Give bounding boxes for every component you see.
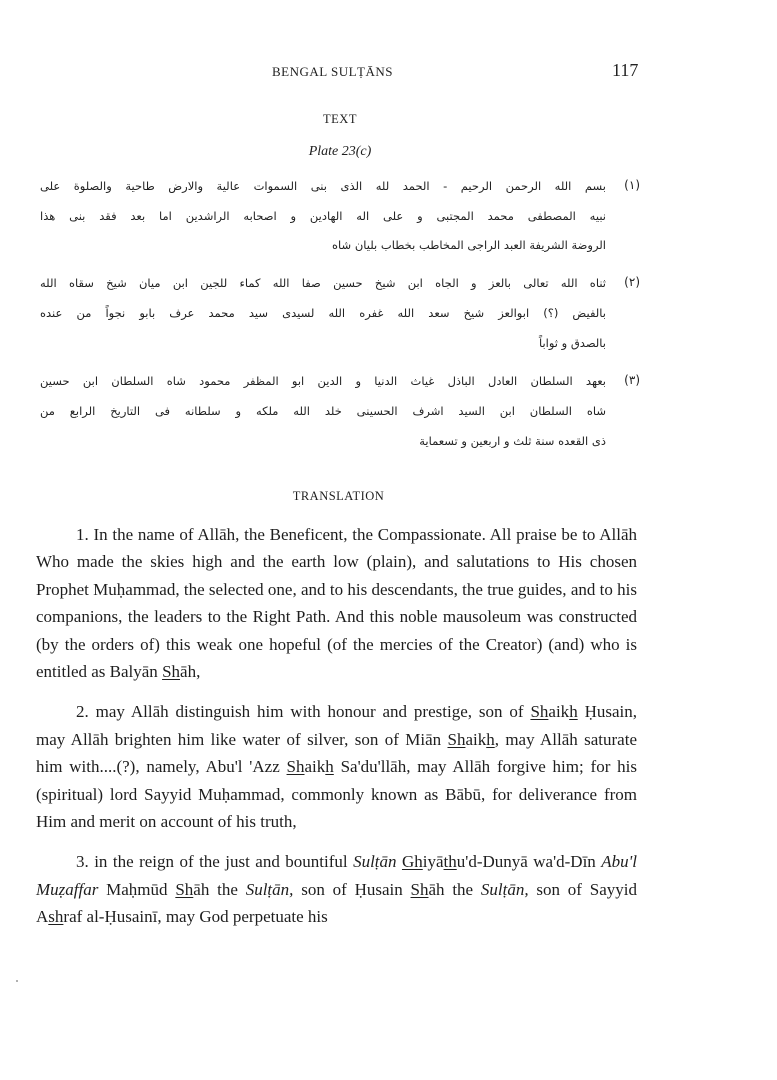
arabic-line: الروضة الشريفة العبد الراجى المخاطب بخطاب بليان شاه: [332, 238, 606, 252]
arabic-line: ثناه الله تعالى بالعز و الجاه ابن شيخ حسين صفا الله كماء للجين ابن ميان شيخ سقاه الله: [40, 276, 606, 290]
arabic-line: بالصدق و ثواباً: [538, 336, 606, 350]
translation-paragraph-1: 1. In the name of Allāh, the Beneficent, the Compassionate. All praise be to Allāh Who made the skies high and the earth low (plain), and salutations to His chosen Prophet Muḥammad, the selected one, and to his descendants, the true guides, and to his companions, the leaders to the Right Path. And this noble mausoleum was constructed (by the orders of) this weak one hopeful (of the mercies of the Creator) (and) who is entitled as Balyān Shāh,: [36, 525, 637, 682]
arabic-block-2: [40, 273, 640, 363]
translation-paragraph-2: 2. may Allāh distinguish him with honour and prestige, son of Shaikh Ḥusain, may Allāh brighten him like water of silver, son of Miān Shaikh, may Allāh saturate him with....(?), namely, Abu'l 'Azz Shaikh Sa'du'llāh, may Allāh forgive him; for his (spiritual) lord Sayyid Muḥammad, commonly known as Bābū, for deliverance from Him and merit on account of his truth,: [36, 702, 637, 832]
page-number: 117: [612, 60, 639, 80]
page-speck: [16, 980, 18, 982]
translation-paragraph-3: 3. in the reign of the just and bountiful Sulṭān Ghiyāthu'd-Dunyā wa'd-Dīn Abu'l Muẓaffar Maḥmūd Shāh the Sulṭān, son of Ḥusain Shāh the Sulṭān, son of Sayyid Ashraf al-Ḥusainī, may God perpetuate his: [36, 852, 638, 927]
arabic-block-number: (١): [624, 178, 640, 192]
arabic-line: بعهد السلطان العادل الباذل غياث الدنيا و الدين ابو المظفر محمود شاه السلطان ابن حسين: [40, 374, 606, 388]
arabic-line: بالفيض (؟) ابوالعز شيخ سعد الله غفره الله لسيدى سيد محمد عرف بابو نجواً من عنده: [40, 306, 606, 320]
arabic-block-1: [40, 176, 640, 266]
translation-body: [36, 521, 637, 944]
arabic-line: بسم الله الرحمن الرحيم - الحمد لله الذى بنى السموات عالية والارض طاحية والصلوة على: [40, 179, 606, 193]
arabic-line: نبيه المصطفى محمد المجتبى و على اله الهادين و اصحابه الراشدين اما بعد فقد بنى هذا: [40, 209, 606, 223]
arabic-line: شاه السلطان ابن السيد اشرف الحسينى خلد الله ملكه و سلطانه فى التاريخ الرابع من: [40, 404, 606, 418]
arabic-line: ذى القعده سنة ثلث و اربعين و تسعماية: [419, 434, 606, 448]
text-heading: TEXT: [323, 112, 357, 126]
arabic-block-number: (٣): [624, 373, 640, 387]
arabic-block-number: (٢): [624, 275, 640, 289]
running-head: BENGAL SULṬĀNS: [272, 64, 393, 79]
arabic-block-3: [40, 371, 640, 461]
plate-label: Plate 23(c): [308, 144, 372, 159]
translation-heading: TRANSLATION: [292, 489, 385, 503]
